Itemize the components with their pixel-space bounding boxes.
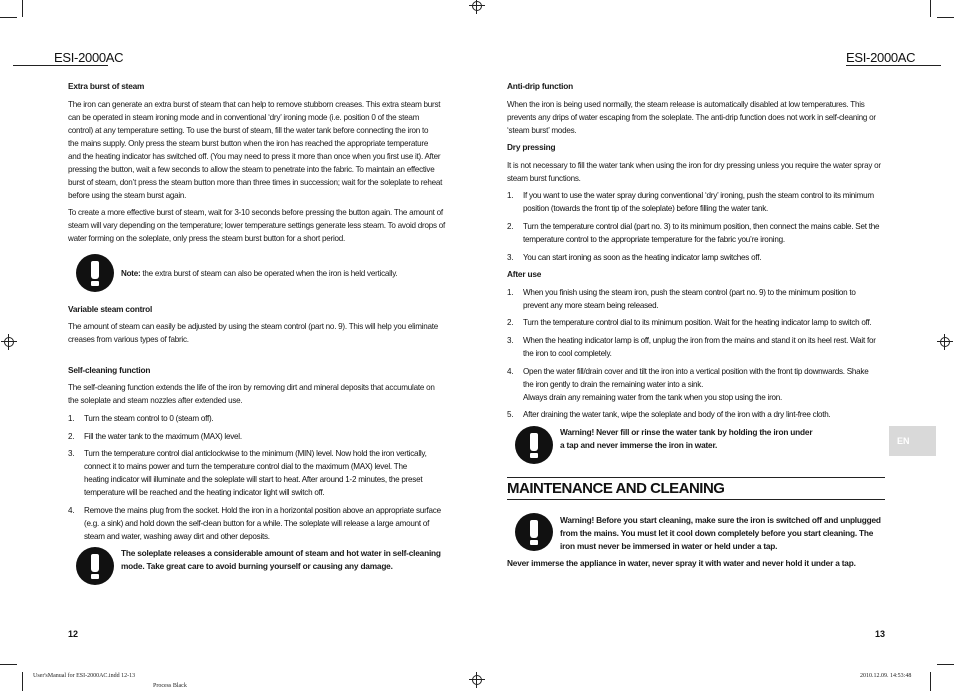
exclamation-icon <box>515 513 553 551</box>
footer-date: 2010.12.09. 14:53:48 <box>860 673 912 679</box>
paragraph: When the iron is being used normally, the steam release is automatically disabled at low temperatures. This prevents any drips of water escaping from the soleplate. The anti-drip function does not work in self-cleaning or ‘steam burst’ modes. <box>507 100 876 135</box>
list-item: 1. Turn the steam control to 0 (steam off). <box>68 414 214 423</box>
crop-mark <box>22 0 23 17</box>
registration-mark-icon <box>471 674 483 686</box>
registration-mark-icon <box>939 336 951 348</box>
section-heading: Self-cleaning function <box>68 365 151 375</box>
header-rule-left <box>13 65 108 66</box>
section-heading: Anti-drip function <box>507 81 573 91</box>
crop-mark <box>22 672 23 691</box>
model-header-left: ESI-2000AC <box>54 50 124 65</box>
crop-mark <box>937 664 954 665</box>
list-item: 3. You can start ironing as soon as the heating indicator lamp switches off. <box>507 253 762 262</box>
list-item: 3. Turn the temperature control dial anticlockwise to the minimum (MIN) level. Now hold the iron vertically, connect it to mains power and turn the temperature control dial to the maximum (MAX) level. The heating indicator will illuminate and the soleplate will start to heat. After around 1-2 minutes, the preset temperature will be reached and the heating indicator light will switch off. <box>68 449 427 497</box>
crop-mark <box>0 664 17 665</box>
footer-color: Process Black <box>153 683 187 689</box>
list-item: 2. Fill the water tank to the maximum (MAX) level. <box>68 432 242 441</box>
registration-mark-icon <box>471 0 483 12</box>
paragraph: It is not necessary to fill the water tank when using the iron for dry pressing unless you require the water spray or steam burst functions. <box>507 161 881 183</box>
section-rule <box>507 499 885 500</box>
paragraph: The iron can generate an extra burst of steam that can help to remove stubborn creases. This extra steam burst can be operated in steam ironing mode and in conventional ‘dry’ ironing mode (i.e. position 0 of the steam control) at any temperature setting. To use the burst of steam, fill the water tank before connecting the iron to the mains supply. Only press the steam burst button when the iron has reached the appropriate temperature and the heating indicator has switched off. (You may need to press it more than once when you first use it). After pressing the button, wait a few seconds to allow the steam to penetrate into the fabric. To maintain an effective burst of steam, don’t press the steam button more than three times in succession; wait for the soleplate to reheat before using the steam burst again. <box>68 100 443 200</box>
list-item: 2. Turn the temperature control dial (part no. 3) to its minimum position, then connect the mains cable. Set the temperature control to the appropriate temperature for the fabric you’re ironing. <box>507 222 880 244</box>
exclamation-icon <box>515 426 553 464</box>
list-item: 2. Turn the temperature control dial to its minimum position. Wait for the heating indicator lamp to switch off. <box>507 318 872 327</box>
list-item: 4. Open the water fill/drain cover and tilt the iron into a vertical position with the front tip downwards. Shake the iron gently to drain the remaining water into a sink. Always drain any remaining water from the tank when you stop using the iron. <box>507 367 869 402</box>
section-heading: Extra burst of steam <box>68 81 145 91</box>
paragraph: The amount of steam can easily be adjusted by using the steam control (part no. 9). This will help you eliminate creases from various types of fabric. <box>68 322 439 344</box>
crop-mark <box>930 0 931 17</box>
crop-mark <box>0 17 17 18</box>
section-heading: Dry pressing <box>507 142 556 152</box>
crop-mark <box>937 17 954 18</box>
list-item: 3. When the heating indicator lamp is off, unplug the iron from the mains and stand it on its heel rest. Wait for the iron to cool completely. <box>507 336 876 358</box>
note-label: Note: <box>121 269 141 278</box>
model-header-right: ESI-2000AC <box>846 50 916 65</box>
crop-mark <box>930 672 931 691</box>
section-heading: Variable steam control <box>68 304 153 314</box>
exclamation-icon <box>76 254 114 292</box>
page-number-right: 13 <box>875 629 886 639</box>
note-text: Note: the extra burst of steam can also be operated when the iron is held vertically. <box>121 269 398 278</box>
list-item: 1. When you finish using the steam iron, push the steam control (part no. 9) to the minimum position to prevent any more steam being released. <box>507 288 856 310</box>
exclamation-icon <box>76 547 114 585</box>
warning-text: Never immerse the appliance in water, never spray it with water and never hold it under a tap. <box>507 558 856 568</box>
paragraph: The self-cleaning function extends the life of the iron by removing dirt and mineral deposits that accumulate on the soleplate and steam nozzles after extended use. <box>68 383 435 405</box>
warning-text: Warning! Never fill or rinse the water tank by holding the iron under a tap and never immerse the iron in water. <box>560 427 813 450</box>
list-item: 5. After draining the water tank, wipe the soleplate and body of the iron with a dry lint-free cloth. <box>507 410 831 419</box>
paragraph: To create a more effective burst of steam, wait for 3-10 seconds before pressing the button again. The amount of steam will vary depending on the temperature; lower temperature settings generate less steam. To avoid drops of water forming on the soleplate, only press the steam burst button for a short period. <box>68 208 446 243</box>
page-number-left: 12 <box>68 629 79 639</box>
list-item: 1. If you want to use the water spray during conventional ‘dry’ ironing, push the steam control to its minimum position (towards the front tip of the soleplate) before filling the water tank. <box>507 191 874 213</box>
warning-text: Warning! Before you start cleaning, make sure the iron is switched off and unplugged from the mains. You must let it cool down completely before you start cleaning. The iron must never be immersed in water or held under a tap. <box>560 515 881 551</box>
section-rule <box>507 477 885 478</box>
section-heading: After use <box>507 269 542 279</box>
maintenance-heading: MAINTENANCE AND CLEANING <box>507 480 725 497</box>
registration-mark-icon <box>3 336 15 348</box>
language-tab: EN <box>889 426 936 456</box>
footer-file: User'sManual for ESI-2000AC.indd 12-13 <box>33 673 136 679</box>
header-rule-right <box>846 65 941 66</box>
warning-text: The soleplate releases a considerable amount of steam and hot water in self-cleaning mode. Take great care to avoid burning yourself or causing any damage. <box>121 548 441 571</box>
list-item: 4. Remove the mains plug from the socket. Hold the iron in a horizontal position above an appropriate surface (e.g. a sink) and hold down the self-clean button for a while. The soleplate will release a large amount of steam and water, washing away dirt and other deposits. <box>68 506 441 541</box>
